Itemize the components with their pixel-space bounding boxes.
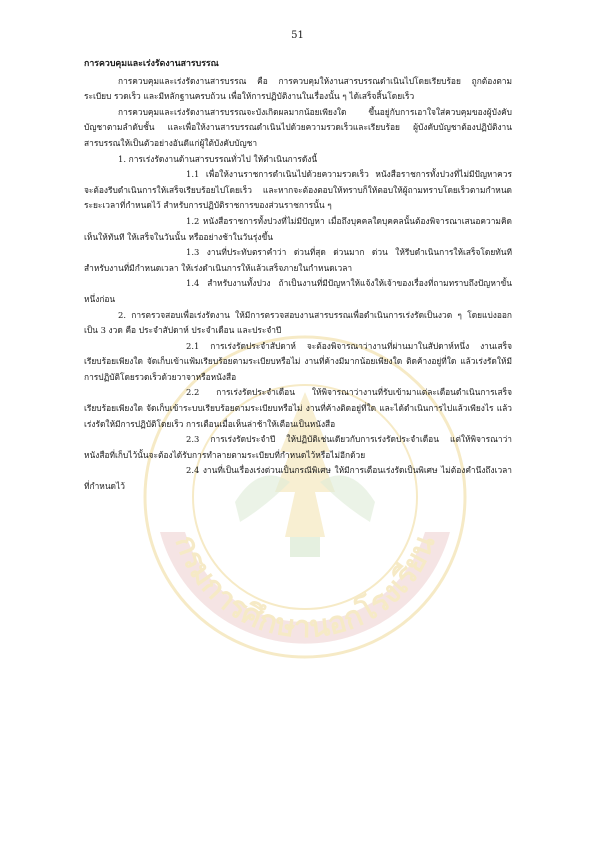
document-body [84,57,512,495]
list-item-1-4: 1.4 สำหรับงานทั้งปวง ถ้าเป็นงานที่มีปัญหาให้แจ้งให้เจ้าของเรื่องที่ถามทราบถึงปัญหาขั้นหนึ่งก่อน [84,278,512,304]
list-item-2: 2. การตรวจสอบเพื่อเร่งรัดงาน ให้มีการตรวจสอบงานสารบรรณเพื่อดำเนินการเร่งรัดเป็นงวด ๆ โดยแบ่งออกเป็น 3 งวด คือ ประจำสัปดาห์ ประจำเดือน และประจำปี [84,309,512,336]
list-item-2-2: 2.2 การเร่งรัดประจำเดือน ให้พิจารณาว่างานที่รับเข้ามาแต่ละเดือนดำเนินการเสร็จเรียบร้อยเพียงใด จัดเก็บเข้าระบบเรียบร้อยตามระเบียบหรือไม่ งานที่ค้างติดอยู่ที่ใด และได้ดำเนินการไปแล้วเพียงไร แล้วเร่งรัดให้มีการปฏิบัติโดยเร็ว การเตือนเมื่อเห็นล่าช้าให้เตือนเป็นหนังสือ [84,387,512,429]
page-number: 51 [291,30,304,41]
list-item-2-4: 2.4 งานที่เป็นเรื่องเร่งด่วนเป็นกรณีพิเศษ ให้มีการเตือนเร่งรัดเป็นพิเศษ ไม่ต้องคำนึงถึงเวลาที่กำหนดไว้ [84,465,512,492]
paragraph-definition: การควบคุมและเร่งรัดงานสารบรรณ คือ การควบคุมให้งานสารบรรณดำเนินไปโดยเรียบร้อย ถูกต้องตามระเบียบ รวดเร็ว และมีหลักฐานครบถ้วน เพื่อให้การปฏิบัติงานในเรื่องนั้น ๆ ได้เสร็จสิ้นโดยเร็ว [84,75,512,102]
list-item-1-3: 1.3 งานที่ประทับตราคำว่า ด่วนที่สุด ด่วนมาก ด่วน ให้รีบดำเนินการให้เสร็จโดยทันที สำหรับงานที่มีกำหนดเวลา ให้เร่งดำเนินการให้แล้วเสร็จภายในกำหนดเวลา [84,247,512,273]
seal-arc-text: กรมการศึกษานอกโรงเรียน [167,530,443,646]
list-item-1: 1. การเร่งรัดงานด้านสารบรรณทั่วไป ให้ดำเนินการดังนี้ [118,153,318,164]
section-heading: การควบคุมและเร่งรัดงานสารบรรณ [84,59,219,69]
list-item-2-3: 2.3 การเร่งรัดประจำปี ให้ปฏิบัติเช่นเดียวกับการเร่งรัดประจำเดือน แต่ให้พิจารณาว่าหนังสือที่เก็บไว้นั้นจะต้องได้รับการทำลายตามระเบียบที่กำหนดไว้หรือไม่อีกด้วย [84,434,512,460]
list-item-1-1: 1.1 เพื่อให้งานราชการดำเนินไปด้วยความรวดเร็ว หนังสือราชการทั้งปวงที่ไม่มีปัญหาควรจะต้องรีบดำเนินการให้เสร็จเรียบร้อยไปโดยเร็ว และหากจะต้องตอบให้ทราบก็ให้ตอบให้ผู้ถามทราบโดยเร็วตามกำหนดระยะเวลาที่กำหนดไว้ สำหรับการปฏิบัติราชการของส่วนราชการนั้น ๆ [84,169,512,211]
list-item-2-1: 2.1 การเร่งรัดประจำสัปดาห์ จะต้องพิจารณาว่างานที่ผ่านมาในสัปดาห์หนึ่ง งานเสร็จเรียบร้อยเพียงใด จัดเก็บเข้าแฟ้มเรียบร้อยตามระเบียบหรือไม่ งานที่ค้างมีมากน้อยเพียงใด ติดค้างอยู่ที่ใด แล้วเร่งรัดให้มีการปฏิบัติโดยรวดเร็วด้วยวาจาหรือหนังสือ [84,340,512,382]
list-item-1-2: 1.2 หนังสือราชการทั้งปวงที่ไม่มีปัญหา เมื่อถึงบุคคลใดบุคคลนั้นต้องพิจารณาเสนอความคิดเห็นให้ทันที ให้เสร็จในวันนั้น หรืออย่างช้าในวันรุ่งขึ้น [84,215,512,242]
paragraph-supervision: การควบคุมและเร่งรัดงานสารบรรณจะบังเกิดผลมากน้อยเพียงใด ขึ้นอยู่กับการเอาใจใส่ควบคุมของผู้บังคับบัญชาตามลำดับชั้น และเพื่อให้งานสารบรรณดำเนินไปด้วยความรวดเร็วและเรียบร้อย ผู้บังคับบัญชาต้องปฏิบัติงานสารบรรณให้เป็นตัวอย่างอันดีแก่ผู้ใต้บังคับบัญชา [84,106,512,148]
